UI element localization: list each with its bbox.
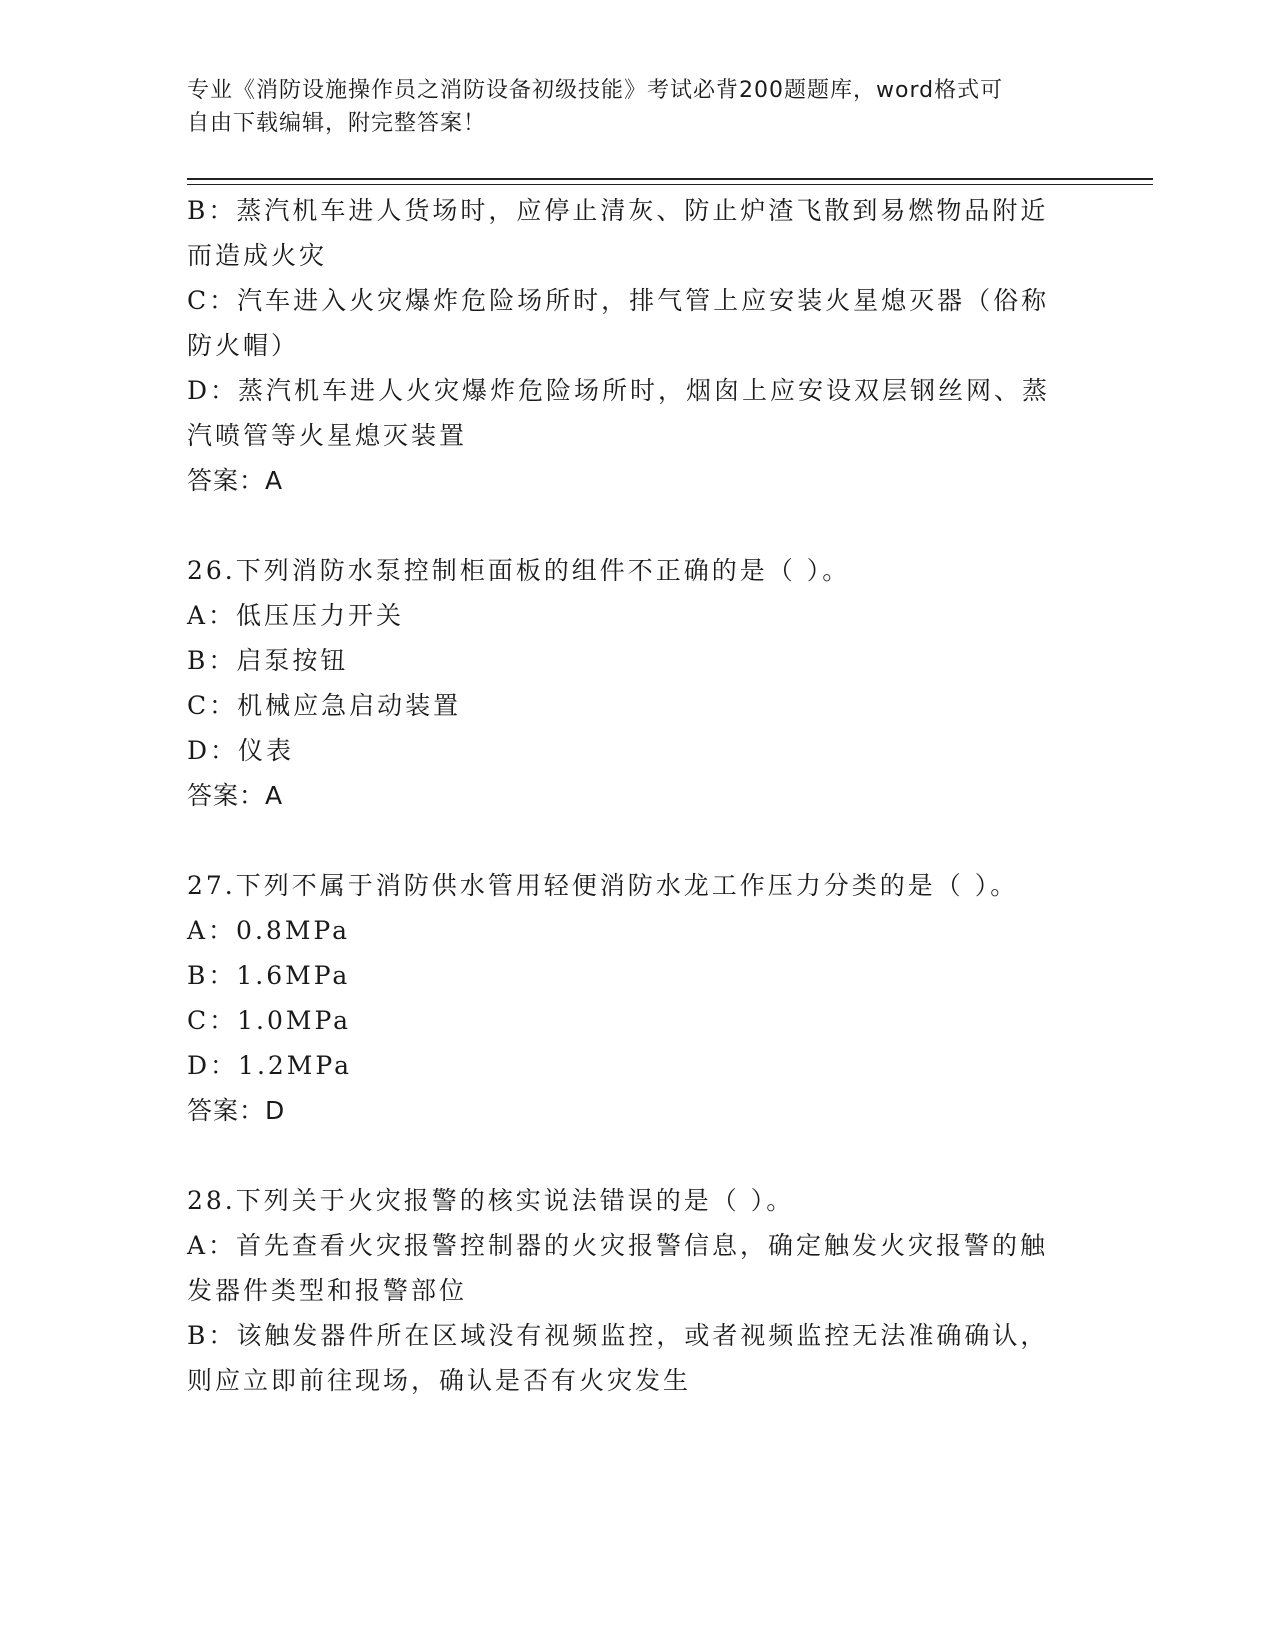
q25-option-d-line-2: 汽喷管等火星熄灭装置 <box>187 421 468 450</box>
q26-option-d: D：仪表 <box>187 736 295 765</box>
q27-option-d: D：1.2MPa <box>187 1051 353 1080</box>
q28-stem: 28.下列关于火灾报警的核实说法错误的是（ ）。 <box>187 1186 795 1215</box>
header-line-2: 自由下载编辑，附完整答案！ <box>187 111 487 136</box>
q25-option-d-line-1: D：蒸汽机车进人火灾爆炸危险场所时，烟囱上应安设双层钢丝网、蒸 <box>187 376 1051 405</box>
question-content <box>187 188 1087 1403</box>
q26-stem: 26.下列消防水泵控制柜面板的组件不正确的是（ ）。 <box>187 556 851 585</box>
q27-option-b: B：1.6MPa <box>187 961 351 990</box>
question-spacer <box>187 1133 1087 1178</box>
q28-option-a-line-2: 发器件类型和报警部位 <box>187 1276 468 1305</box>
q27-option-c: C：1.0MPa <box>187 1006 352 1035</box>
header-rule-thin <box>187 184 1153 185</box>
q27-answer: 答案：D <box>187 1096 286 1125</box>
document-header <box>187 74 1067 140</box>
question-spacer <box>187 503 1087 548</box>
q26-answer: 答案：A <box>187 781 284 810</box>
q28-option-b-line-1: B：该触发器件所在区域没有视频监控，或者视频监控无法准确确认， <box>187 1321 1049 1350</box>
question-25 <box>187 188 1087 503</box>
header-rule-thick <box>187 178 1153 180</box>
question-28 <box>187 1178 1087 1403</box>
question-spacer <box>187 818 1087 863</box>
q26-option-b: B：启泵按钮 <box>187 646 349 675</box>
q26-option-c: C：机械应急启动装置 <box>187 691 462 720</box>
q27-option-a: A：0.8MPa <box>187 916 351 945</box>
q27-stem: 27.下列不属于消防供水管用轻便消防水龙工作压力分类的是（ ）。 <box>187 871 1019 900</box>
q25-option-c-line-1: C：汽车进入火灾爆炸危险场所时，排气管上应安装火星熄灭器（俗称 <box>187 286 1050 315</box>
question-26 <box>187 548 1087 818</box>
q25-option-c-line-2: 防火帽） <box>187 331 300 360</box>
question-27 <box>187 863 1087 1133</box>
q28-option-b-line-2: 则应立即前往现场，确认是否有火灾发生 <box>187 1366 692 1395</box>
q25-option-b-line-2: 而造成火灾 <box>187 241 328 270</box>
header-line-1: 专业《消防设施操作员之消防设备初级技能》考试必背200题题库，word格式可 <box>187 78 1004 103</box>
q28-option-a-line-1: A：首先查看火灾报警控制器的火灾报警信息，确定触发火灾报警的触 <box>187 1231 1049 1260</box>
q25-option-b-line-1: B：蒸汽机车进人货场时，应停止清灰、防止炉渣飞散到易燃物品附近 <box>187 196 1049 225</box>
q26-option-a: A：低压压力开关 <box>187 601 405 630</box>
q25-answer: 答案：A <box>187 466 284 495</box>
